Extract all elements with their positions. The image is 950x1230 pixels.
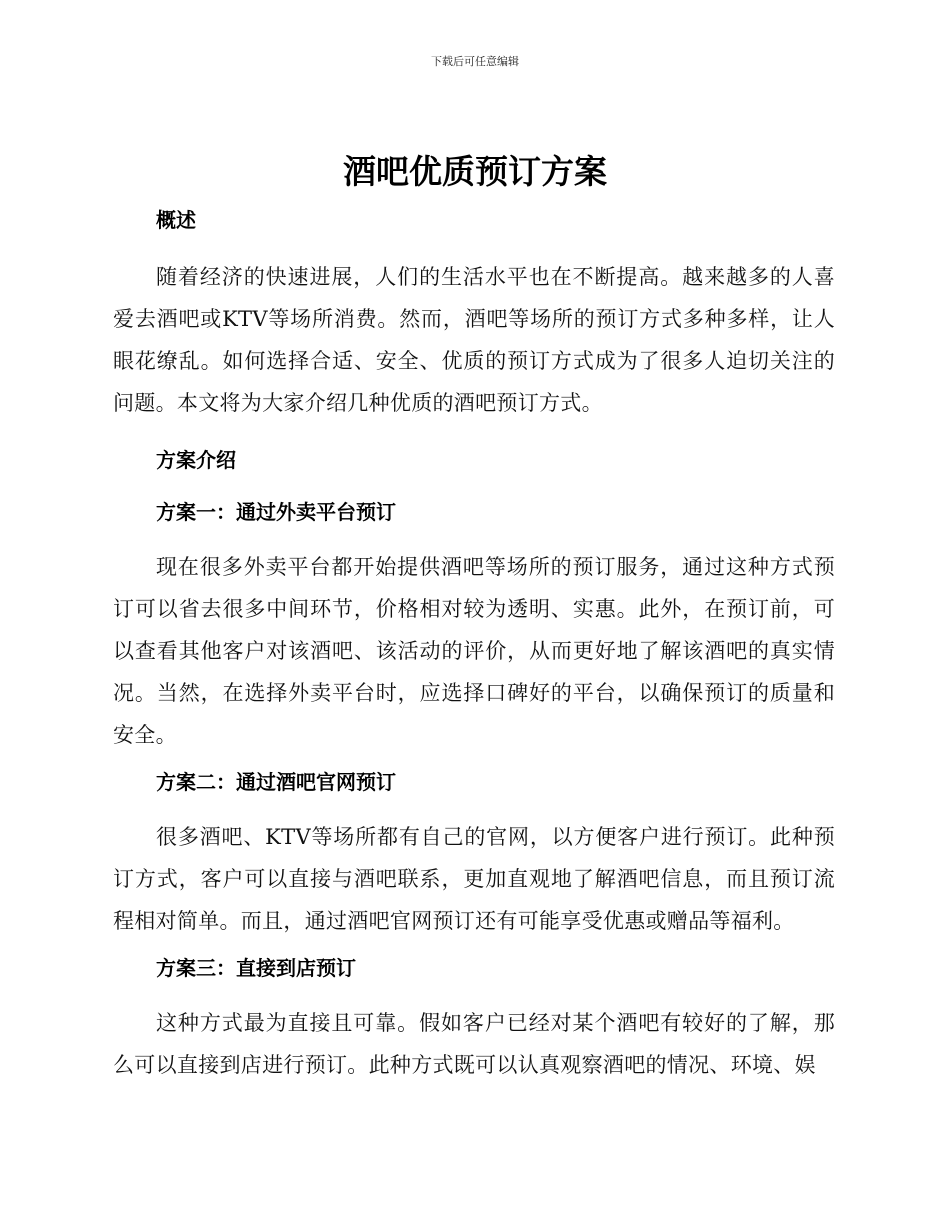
section-heading-plan-intro: 方案介绍 <box>156 448 236 472</box>
document-title: 酒吧优质预订方案 <box>343 152 607 191</box>
section-heading-plan-two: 方案二：通过酒吧官网预订 <box>156 770 396 794</box>
page-header-note: 下载后可任意编辑 <box>431 55 519 68</box>
section-heading-overview: 概述 <box>156 208 196 232</box>
plan-one-paragraph: 现在很多外卖平台都开始提供酒吧等场所的预订服务，通过这种方式预订可以省去很多中间环节，价格相对较为透明、实惠。此外，在预订前，可以查看其他客户对该酒吧、该活动的评价，从而更好地了解该酒吧的真实情况。当然，在选择外卖平台时，应选择口碑好的平台，以确保预订的质量和安全。 <box>113 555 835 747</box>
plan-two-paragraph: 很多酒吧、KTV等场所都有自己的官网，以方便客户进行预订。此种预订方式，客户可以直接与酒吧联系，更加直观地了解酒吧信息，而且预订流程相对简单。而且，通过酒吧官网预订还有可能享受优惠或赠品等福利。 <box>113 825 835 933</box>
document-body <box>113 198 835 1096</box>
section-heading-plan-three: 方案三：直接到店预订 <box>156 956 356 980</box>
overview-paragraph: 随着经济的快速进展，人们的生活水平也在不断提高。越来越多的人喜爱去酒吧或KTV等场所消费。然而，酒吧等场所的预订方式多种多样，让人眼花缭乱。如何选择合适、安全、优质的预订方式成为了很多人迫切关注的问题。本文将为大家介绍几种优质的酒吧预订方式。 <box>113 265 835 415</box>
plan-three-paragraph: 这种方式最为直接且可靠。假如客户已经对某个酒吧有较好的了解，那么可以直接到店进行预订。此种方式既可以认真观察酒吧的情况、环境、娱 <box>113 1011 835 1077</box>
section-heading-plan-one: 方案一：通过外卖平台预订 <box>156 500 396 524</box>
